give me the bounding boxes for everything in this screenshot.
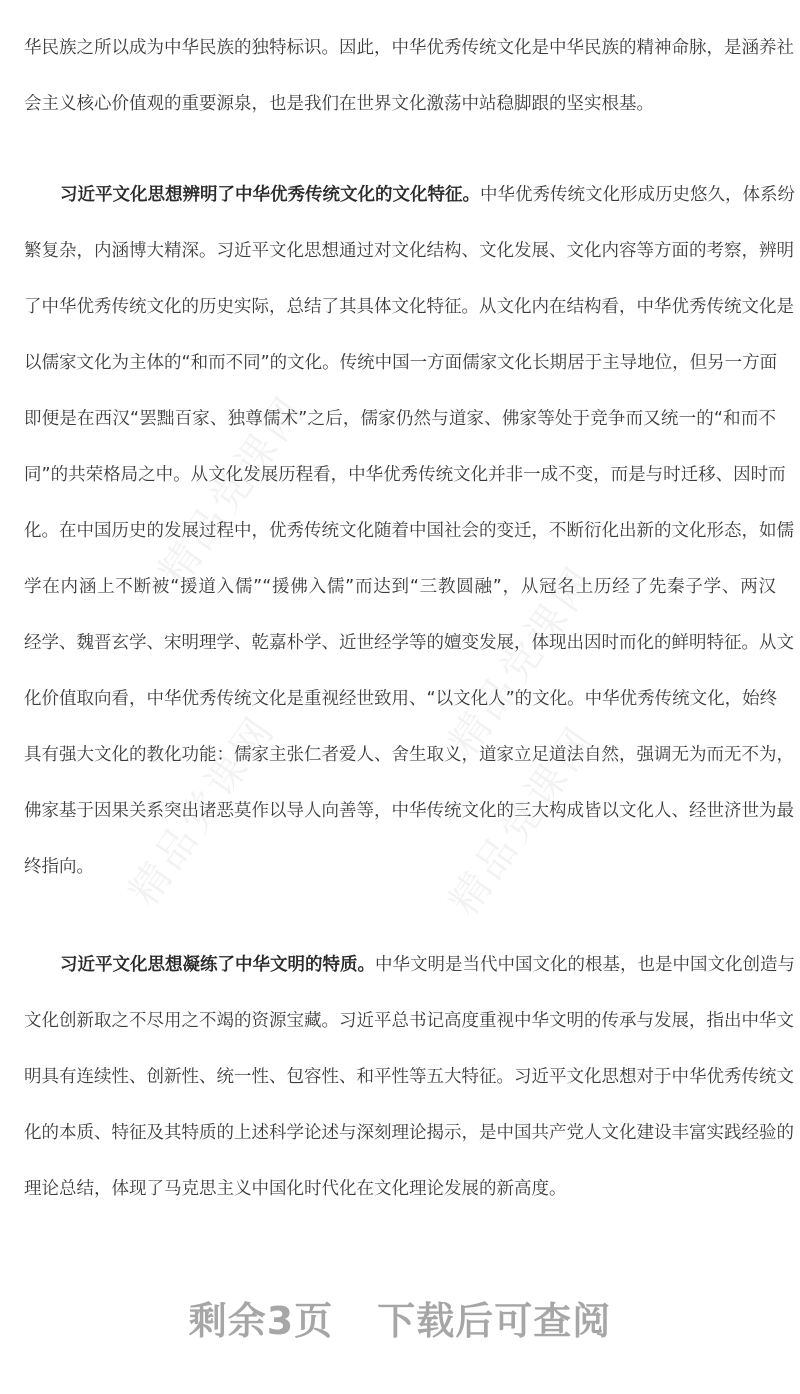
text-line: 终指向。 [24, 857, 94, 877]
text-line: 化价值取向看，中华优秀传统文化是重视经世致用、“以文化人”的文化。中华优秀传统文化，始终 [24, 689, 778, 709]
text-line: 即便是在西汉“罢黜百家、独尊儒术”之后，儒家仍然与道家、佛家等处于竞争而又统一的“和而不 [24, 409, 776, 429]
text-line: 理论总结，体现了马克思主义中国化时代化在文化理论发展的新高度。 [24, 1179, 567, 1199]
text-line [60, 183, 795, 207]
text-line: 化的本质、特征及其特质的上述科学论述与深刻理论揭示，是中国共产党人文化建设丰富实践经验的 [24, 1123, 794, 1143]
paragraph-text: 中华文明是当代中国文化的根基，也是中国文化创造与 [375, 955, 795, 975]
watermark: 精品党课网 [440, 557, 605, 764]
paragraph-text: 中华优秀传统文化形成历史悠久，体系纷 [480, 185, 795, 205]
watermark: 精品党课网 [120, 707, 285, 914]
text-line: 学在内涵上不断被“援道入儒”“援佛入儒”而达到“三教圆融”，从冠名上历经了先秦子学、两汉 [24, 577, 776, 597]
text-line: 具有强大文化的教化功能：儒家主张仁者爱人、舍生取义，道家立足道法自然，强调无为而无不为， [24, 745, 794, 765]
text-line: 繁复杂，内涵博大精深。习近平文化思想通过对文化结构、文化发展、文化内容等方面的考察，辨明 [24, 241, 794, 261]
watermark: 精品党课网 [440, 717, 605, 924]
text-line: 以儒家文化为主体的“和而不同”的文化。传统中国一方面儒家文化长期居于主导地位，但另一方面 [24, 353, 778, 373]
remaining-pages-label: 剩余3页 [188, 1299, 334, 1343]
download-prompt-banner[interactable] [0, 1290, 800, 1345]
text-line: 同”的共荣格局之中。从文化发展历程看，中华优秀传统文化并非一成不变，而是与时迁移、因时而 [24, 465, 786, 485]
text-line: 会主义核心价值观的重要源泉，也是我们在世界文化激荡中站稳脚跟的坚实根基。 [24, 94, 654, 114]
paragraph-heading: 习近平文化思想凝练了中华文明的特质。 [60, 955, 375, 975]
text-line: 华民族之所以成为中华民族的独特标识。因此，中华优秀传统文化是中华民族的精神命脉，是涵养社 [24, 38, 794, 58]
text-line: 了中华优秀传统文化的历史实际，总结了其具体文化特征。从文化内在结构看，中华优秀传统文化是 [24, 297, 794, 317]
paragraph-heading: 习近平文化思想辨明了中华优秀传统文化的文化特征。 [60, 185, 480, 205]
text-line: 文化创新取之不尽用之不竭的资源宝藏。习近平总书记高度重视中华文明的传承与发展，指出中华文 [24, 1011, 794, 1031]
text-line: 经学、魏晋玄学、宋明理学、乾嘉朴学、近世经学等的嬗变发展，体现出因时而化的鲜明特征。从文 [24, 633, 794, 653]
watermark: 精品党课网 [150, 387, 315, 594]
text-line: 化。在中国历史的发展过程中，优秀传统文化随着中国社会的变迁，不断衍化出新的文化形态，如儒 [24, 521, 794, 541]
text-line: 明具有连续性、创新性、统一性、包容性、和平性等五大特征。习近平文化思想对于中华优秀传统文 [24, 1067, 794, 1087]
text-line [60, 953, 795, 977]
text-line: 佛家基于因果关系突出诸恶莫作以导人向善等，中华传统文化的三大构成皆以文化人、经世济世为最 [24, 801, 794, 821]
download-to-view-label: 下载后可查阅 [377, 1299, 612, 1343]
